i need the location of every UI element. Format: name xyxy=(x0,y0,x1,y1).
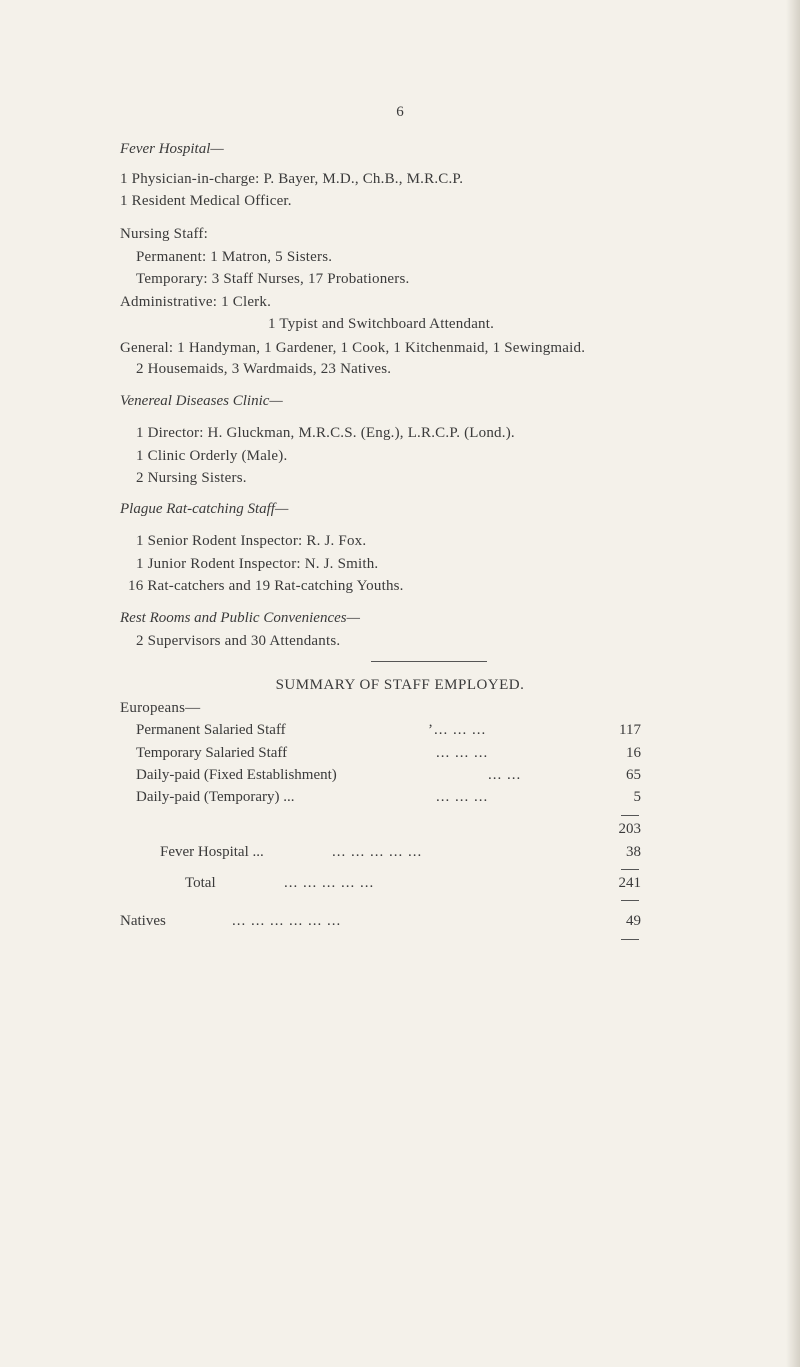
nurses-line: 2 Nursing Sisters. xyxy=(136,470,247,486)
page-number: 6 xyxy=(396,104,404,120)
fever-hospital-row xyxy=(0,844,800,864)
total-value: 241 xyxy=(618,875,641,891)
subtotal-rule xyxy=(621,815,639,816)
venereal-clinic-heading: Venereal Diseases Clinic— xyxy=(120,393,283,409)
summary-row-value: 117 xyxy=(619,722,641,738)
rat-catchers-line: 16 Rat-catchers and 19 Rat-catching Youths. xyxy=(128,578,404,594)
summary-row-value: 65 xyxy=(626,767,641,783)
summary-row-label: Daily-paid (Temporary) ... xyxy=(136,789,295,805)
total-rule xyxy=(621,869,639,870)
general-line: General: 1 Handyman, 1 Gardener, 1 Cook, 1 Kitchenmaid, 1 Sewingmaid. xyxy=(120,340,586,356)
fever-hospital-value: 38 xyxy=(626,844,641,860)
summary-title: SUMMARY OF STAFF EMPLOYED. xyxy=(275,677,525,693)
summary-row-dots: ’... ... ... xyxy=(428,722,487,738)
summary-row-dots: ... ... ... xyxy=(436,745,489,761)
subtotal-value: 203 xyxy=(618,821,641,837)
summary-row-dots: ... ... xyxy=(488,767,522,783)
total-underline xyxy=(621,900,639,901)
summary-row xyxy=(0,722,800,742)
nursing-permanent: Permanent: 1 Matron, 5 Sisters. xyxy=(136,249,333,265)
natives-row xyxy=(0,913,800,933)
summary-row-value: 16 xyxy=(626,745,641,761)
summary-row xyxy=(0,745,800,765)
summary-row-label: Permanent Salaried Staff xyxy=(136,722,286,738)
natives-underline xyxy=(621,939,639,940)
fever-hospital-heading: Fever Hospital— xyxy=(120,141,224,157)
summary-row xyxy=(0,767,800,787)
fever-hospital-label: Fever Hospital ... xyxy=(160,844,264,860)
summary-row-value: 5 xyxy=(633,789,641,805)
summary-row xyxy=(0,789,800,809)
director-line: 1 Director: H. Gluckman, M.R.C.S. (Eng.), L.R.C.P. (Lond.). xyxy=(136,425,515,441)
natives-label: Natives xyxy=(120,913,166,929)
nursing-temporary: Temporary: 3 Staff Nurses, 17 Probationers. xyxy=(136,271,410,287)
nursing-heading: Nursing Staff: xyxy=(120,226,208,242)
fever-hospital-dots: ... ... ... ... ... xyxy=(332,844,423,860)
summary-row-label: Temporary Salaried Staff xyxy=(136,745,288,761)
resident-line: 1 Resident Medical Officer. xyxy=(120,193,292,209)
rest-rooms-heading: Rest Rooms and Public Conveniences— xyxy=(120,610,360,626)
total-label: Total xyxy=(185,875,216,891)
europeans-label: Europeans— xyxy=(120,700,201,716)
junior-inspector-line: 1 Junior Rodent Inspector: N. J. Smith. xyxy=(136,556,379,572)
section-divider xyxy=(371,661,487,662)
page-edge-shadow xyxy=(786,0,800,1367)
plague-staff-heading: Plague Rat-catching Staff— xyxy=(120,501,289,517)
senior-inspector-line: 1 Senior Rodent Inspector: R. J. Fox. xyxy=(136,533,367,549)
natives-dots: ... ... ... ... ... ... xyxy=(232,913,342,929)
subtotal-row xyxy=(0,821,800,841)
total-row xyxy=(0,875,800,895)
natives-value: 49 xyxy=(626,913,641,929)
summary-row-label: Daily-paid (Fixed Establishment) xyxy=(136,767,337,783)
orderly-line: 1 Clinic Orderly (Male). xyxy=(136,448,288,464)
administrative-line: Administrative: 1 Clerk. xyxy=(120,294,272,310)
total-dots: ... ... ... ... ... xyxy=(284,875,375,891)
administrative-line-2: 1 Typist and Switchboard Attendant. xyxy=(268,316,495,332)
rest-rooms-staff-line: 2 Supervisors and 30 Attendants. xyxy=(136,633,341,649)
general-line-2: 2 Housemaids, 3 Wardmaids, 23 Natives. xyxy=(136,361,392,377)
summary-row-dots: ... ... ... xyxy=(436,789,489,805)
physician-line: 1 Physician-in-charge: P. Bayer, M.D., Ch.B., M.R.C.P. xyxy=(120,171,464,187)
